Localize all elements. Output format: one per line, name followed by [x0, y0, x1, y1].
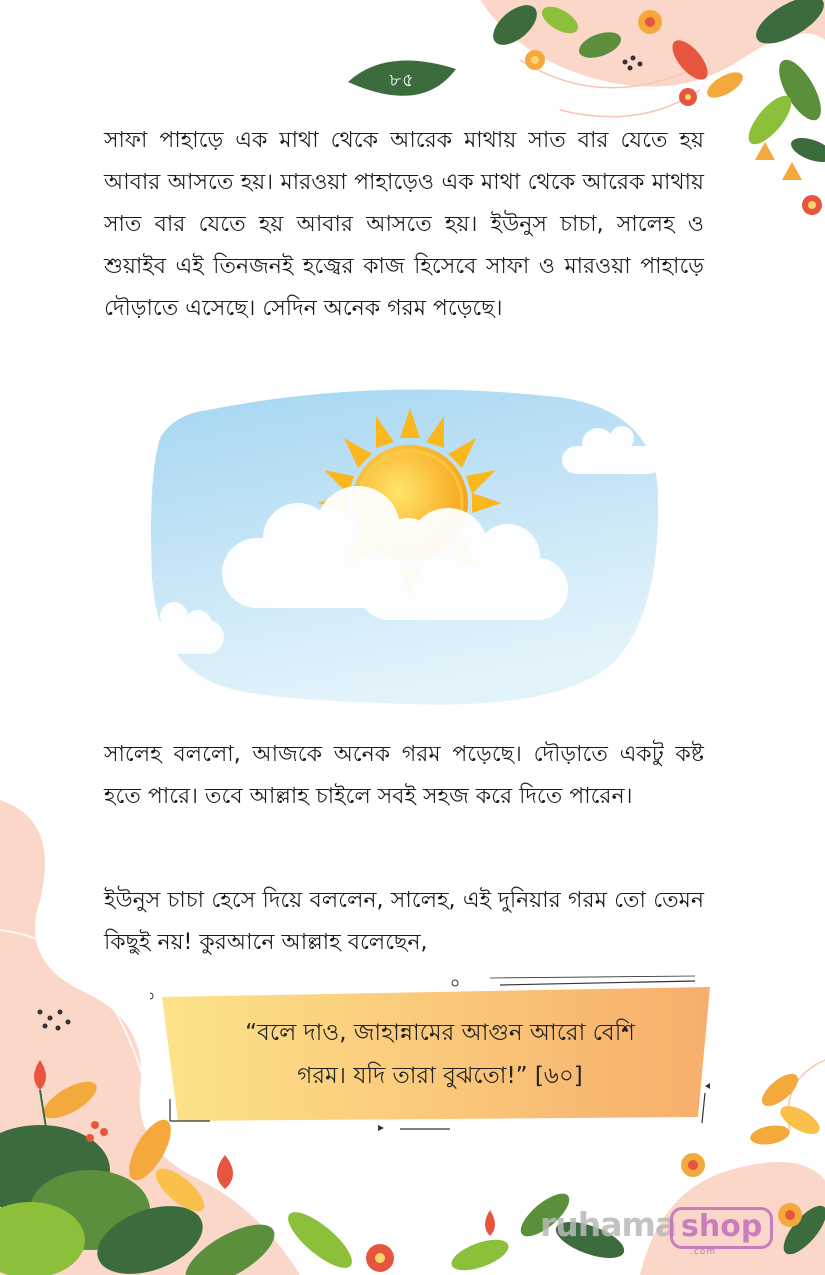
sun-clouds-illustration — [148, 388, 662, 710]
quote-line-1: “বলে দাও, জাহান্নামের আগুন আরো বেশি — [245, 1020, 635, 1046]
quote-line-2: গরম। যদি তারা বুঝতো!” [৬০] — [297, 1063, 583, 1089]
paragraph-yunus-said: ইউনুস চাচা হেসে দিয়ে বললেন, সালেহ, এই দুনিয়ার গরম তো তেমন কিছুই নয়! কুরআনে আল্লাহ বলেছেন, — [104, 888, 704, 955]
watermark-ruhama: ruhama — [540, 1205, 677, 1244]
watermark-com: .com — [690, 1247, 717, 1257]
page-number: ৮৫ — [389, 70, 415, 91]
watermark-shop: shop — [670, 1207, 773, 1249]
paragraph-safa-marwa: সাফা পাহাড়ে এক মাথা থেকে আরেক মাথায় সাত বার যেতে হয় আবার আসতে হয়। মারওয়া পাহাড়েও এক মাথা থেকে আরেক মাথায় সাত বার যেতে হয় আবার আসতে হয়। ইউনুস চাচা, সালেহ ও শুয়াইব এই তিনজনই হজ্বের কাজ হিসেবে সাফা ও মারওয়া পাহাড়ে দৌড়াতে এসেছে। সেদিন অনেক গরম পড়েছে। — [104, 128, 704, 321]
ruhamashop-watermark — [540, 1205, 770, 1255]
paragraph-saleh-said: সালেহ বললো, আজকে অনেক গরম পড়েছে। দৌড়াতে একটু কষ্ট হতে পারে। তবে আল্লাহ চাইলে সবই সহজ করে দিতে পারেন। — [104, 742, 704, 809]
quran-quote — [190, 1012, 690, 1098]
